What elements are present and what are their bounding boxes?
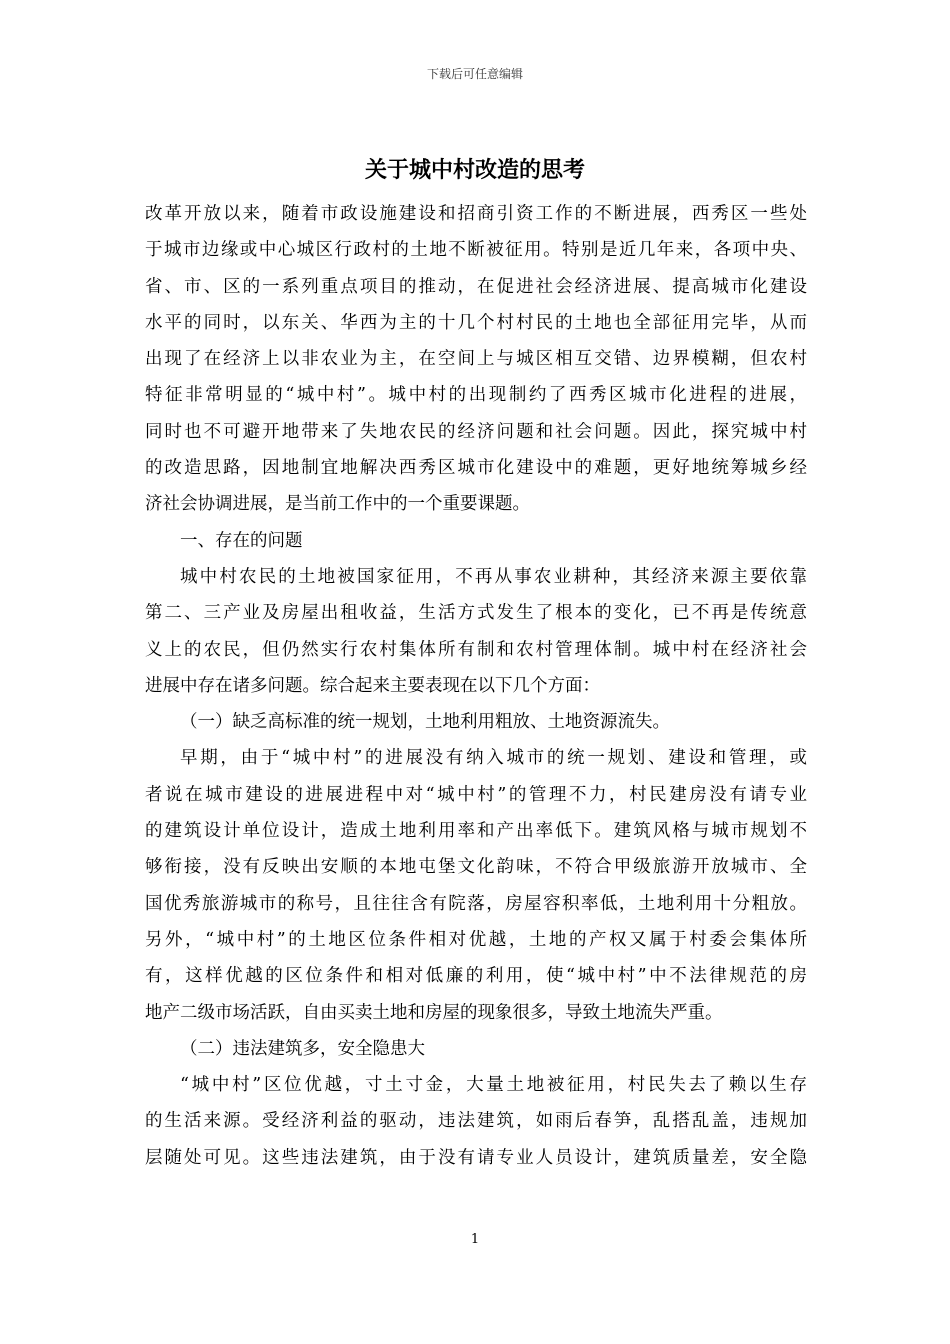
text-line: 改革开放以来，随着市政设施建设和招商引资工作的不断进展，西秀区一些处 [145, 204, 807, 224]
text-line: 济社会协调进展，是当前工作中的一个重要课题。 [145, 494, 530, 515]
text-line: 义上的农民，但仍然实行农村集体所有制和农村管理体制。城中村在经济社会 [145, 639, 807, 660]
text-line: 的改造思路，因地制宜地解决西秀区城市化建设中的难题，更好地统筹城乡经 [145, 458, 807, 479]
text-line: 省、市、区的一系列重点项目的推动，在促进社会经济进展、提高城市化建设 [145, 276, 807, 297]
text-line: 者说在城市建设的进展进程中对“城中村”的管理不力，村民建房没有请专业 [145, 784, 807, 805]
page-number: 1 [470, 1232, 480, 1247]
text-line: 于城市边缘或中心城区行政村的土地不断被征用。特别是近几年来，各项中央、 [145, 240, 807, 261]
page-header: 下载后可任意编辑 [426, 67, 523, 81]
document-title: 关于城中村改造的思考 [364, 158, 585, 183]
text-line: 城中村农民的土地被国家征用，不再从事农业耕种，其经济来源主要依靠 [180, 566, 807, 587]
text-line: 层随处可见。这些违法建筑，由于没有请专业人员设计，建筑质量差，安全隐 [145, 1147, 807, 1168]
text-line: 水平的同时，以东关、华西为主的十几个村村民的土地也全部征用完毕，从而 [145, 312, 807, 333]
text-line: （二）违法建筑多，安全隐患大 [180, 1038, 425, 1059]
text-line: 特征非常明显的“城中村”。城中村的出现制约了西秀区城市化进程的进展， [145, 385, 807, 406]
text-line: 一、存在的问题 [180, 530, 303, 551]
text-line: 有，这样优越的区位条件和相对低廉的利用，使“城中村”中不法律规范的房 [145, 966, 807, 987]
text-line: （一）缺乏高标准的统一规划，土地利用粗放、土地资源流失。 [180, 712, 670, 733]
text-line: 早期，由于“城中村”的进展没有纳入城市的统一规划、建设和管理，或 [180, 748, 807, 769]
text-line: 够衔接，没有反映出安顺的本地屯堡文化韵味，不符合甲级旅游开放城市、全 [145, 857, 807, 878]
text-line: 进展中存在诸多问题。综合起来主要表现在以下几个方面： [145, 675, 600, 696]
text-line: 第二、三产业及房屋出租收益，生活方式发生了根本的变化，已不再是传统意 [145, 603, 807, 624]
text-line: 出现了在经济上以非农业为主，在空间上与城区相互交错、边界模糊，但农村 [145, 349, 807, 370]
text-line: 地产二级市场活跃，自由买卖土地和房屋的现象很多，导致土地流失严重。 [145, 1002, 723, 1023]
text-line: 国优秀旅游城市的称号，且往往含有院落，房屋容积率低，土地利用十分粗放。 [145, 893, 807, 914]
text-line: 的建筑设计单位设计，造成土地利用率和产出率低下。建筑风格与城市规划不 [145, 821, 807, 842]
text-line: 另外，“城中村”的土地区位条件相对优越，土地的产权又属于村委会集体所 [145, 929, 807, 950]
text-line: “城中村”区位优越，寸土寸金，大量土地被征用，村民失去了赖以生存 [180, 1075, 807, 1096]
text-line: 同时也不可避开地带来了失地农民的经济问题和社会问题。因此，探究城中村 [145, 421, 807, 442]
text-line: 的生活来源。受经济利益的驱动，违法建筑，如雨后春笋，乱搭乱盖，违规加 [145, 1111, 807, 1132]
document-body [145, 196, 807, 1176]
